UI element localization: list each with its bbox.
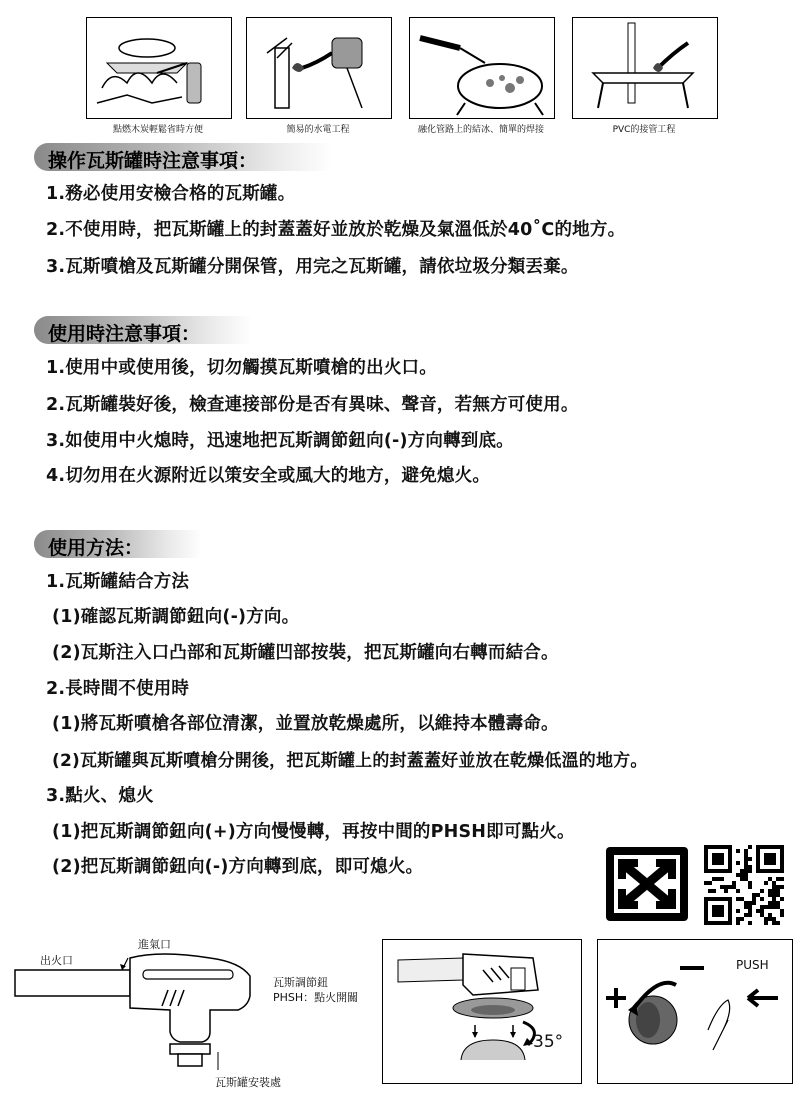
method-line-7: 3.點火、熄火 [46, 786, 154, 806]
method-line-2: (1)確認瓦斯調節鈕向(-)方向。 [52, 607, 300, 627]
can-attach-illustration [383, 940, 581, 1083]
label-knob: 瓦斯調節鈕 [273, 976, 328, 989]
operation-line-2: 2.不使用時，把瓦斯罐上的封蓋蓋好並放於乾燥及氣溫低於40˚C的地方。 [46, 220, 626, 240]
usage-note-line-3: 3.如使用中火熄時，迅速地把瓦斯調節鈕向(-)方向轉到底。 [46, 431, 514, 451]
charcoal-illustration [87, 18, 231, 118]
label-inlet: 進氣口 [138, 938, 171, 951]
label-outlet: 出火口 [40, 954, 73, 967]
usage-caption-pvc: PVC的接管工程 [612, 125, 676, 135]
label-phsh: PHSH：點火開關 [273, 991, 359, 1004]
thaw-illustration [410, 18, 554, 118]
section-header-usage-notes [34, 316, 252, 344]
method-line-5: (1)將瓦斯噴槍各部位清潔，並置放乾燥處所，以維持本體壽命。 [52, 714, 559, 734]
push-label: PUSH [736, 958, 769, 972]
method-line-8: (1)把瓦斯調節鈕向(+)方向慢慢轉，再按中間的PHSH即可點火。 [52, 822, 575, 842]
can-attach-panel [382, 939, 582, 1084]
usage-note-line-4: 4.切勿用在火源附近以策安全或風大的地方，避免熄火。 [46, 466, 491, 486]
method-line-1: 1.瓦斯罐結合方法 [46, 572, 190, 592]
usage-caption-charcoal: 點燃木炭輕鬆省時方便 [112, 125, 203, 135]
qr-code-icon [704, 845, 784, 925]
method-line-4: 2.長時間不使用時 [46, 679, 190, 699]
section-header-method [34, 530, 202, 558]
usage-note-line-1: 1.使用中或使用後，切勿觸摸瓦斯噴槍的出火口。 [46, 358, 437, 378]
operation-line-3: 3.瓦斯噴槍及瓦斯罐分開保管，用完之瓦斯罐，請依垃圾分類丟棄。 [46, 257, 579, 277]
recycle-icon [604, 845, 690, 923]
ignition-panel [597, 939, 793, 1084]
label-can-mount: 瓦斯罐安裝處 [215, 1076, 281, 1089]
angle-label: 35° [533, 1032, 564, 1052]
usage-note-line-2: 2.瓦斯罐裝好後，檢查連接部份是否有異味、聲音，若無方可使用。 [46, 395, 579, 415]
usage-caption-thaw: 融化管路上的結冰、簡單的焊接 [417, 125, 544, 135]
pvc-illustration [573, 18, 717, 118]
usage-image-pvc [572, 17, 718, 119]
operation-line-1: 1.務必使用安檢合格的瓦斯罐。 [46, 184, 296, 204]
plumbing-illustration [247, 18, 391, 118]
usage-image-plumbing [246, 17, 392, 119]
usage-caption-plumbing: 簡易的水電工程 [286, 125, 350, 135]
method-line-3: (2)瓦斯注入口凸部和瓦斯罐凹部按裝，把瓦斯罐向右轉而結合。 [52, 643, 559, 663]
usage-image-charcoal [86, 17, 232, 119]
method-line-9: (2)把瓦斯調節鈕向(-)方向轉到底，即可熄火。 [52, 857, 424, 877]
usage-image-thaw [409, 17, 555, 119]
section-title-method: 使用方法： [48, 537, 144, 559]
method-line-6: (2)瓦斯罐與瓦斯噴槍分開後，把瓦斯罐上的封蓋蓋好並放在乾燥低溫的地方。 [52, 751, 648, 771]
section-header-operation [34, 143, 332, 171]
section-title-operation: 操作瓦斯罐時注意事項： [48, 150, 258, 172]
section-title-usage-notes: 使用時注意事項： [48, 323, 201, 345]
